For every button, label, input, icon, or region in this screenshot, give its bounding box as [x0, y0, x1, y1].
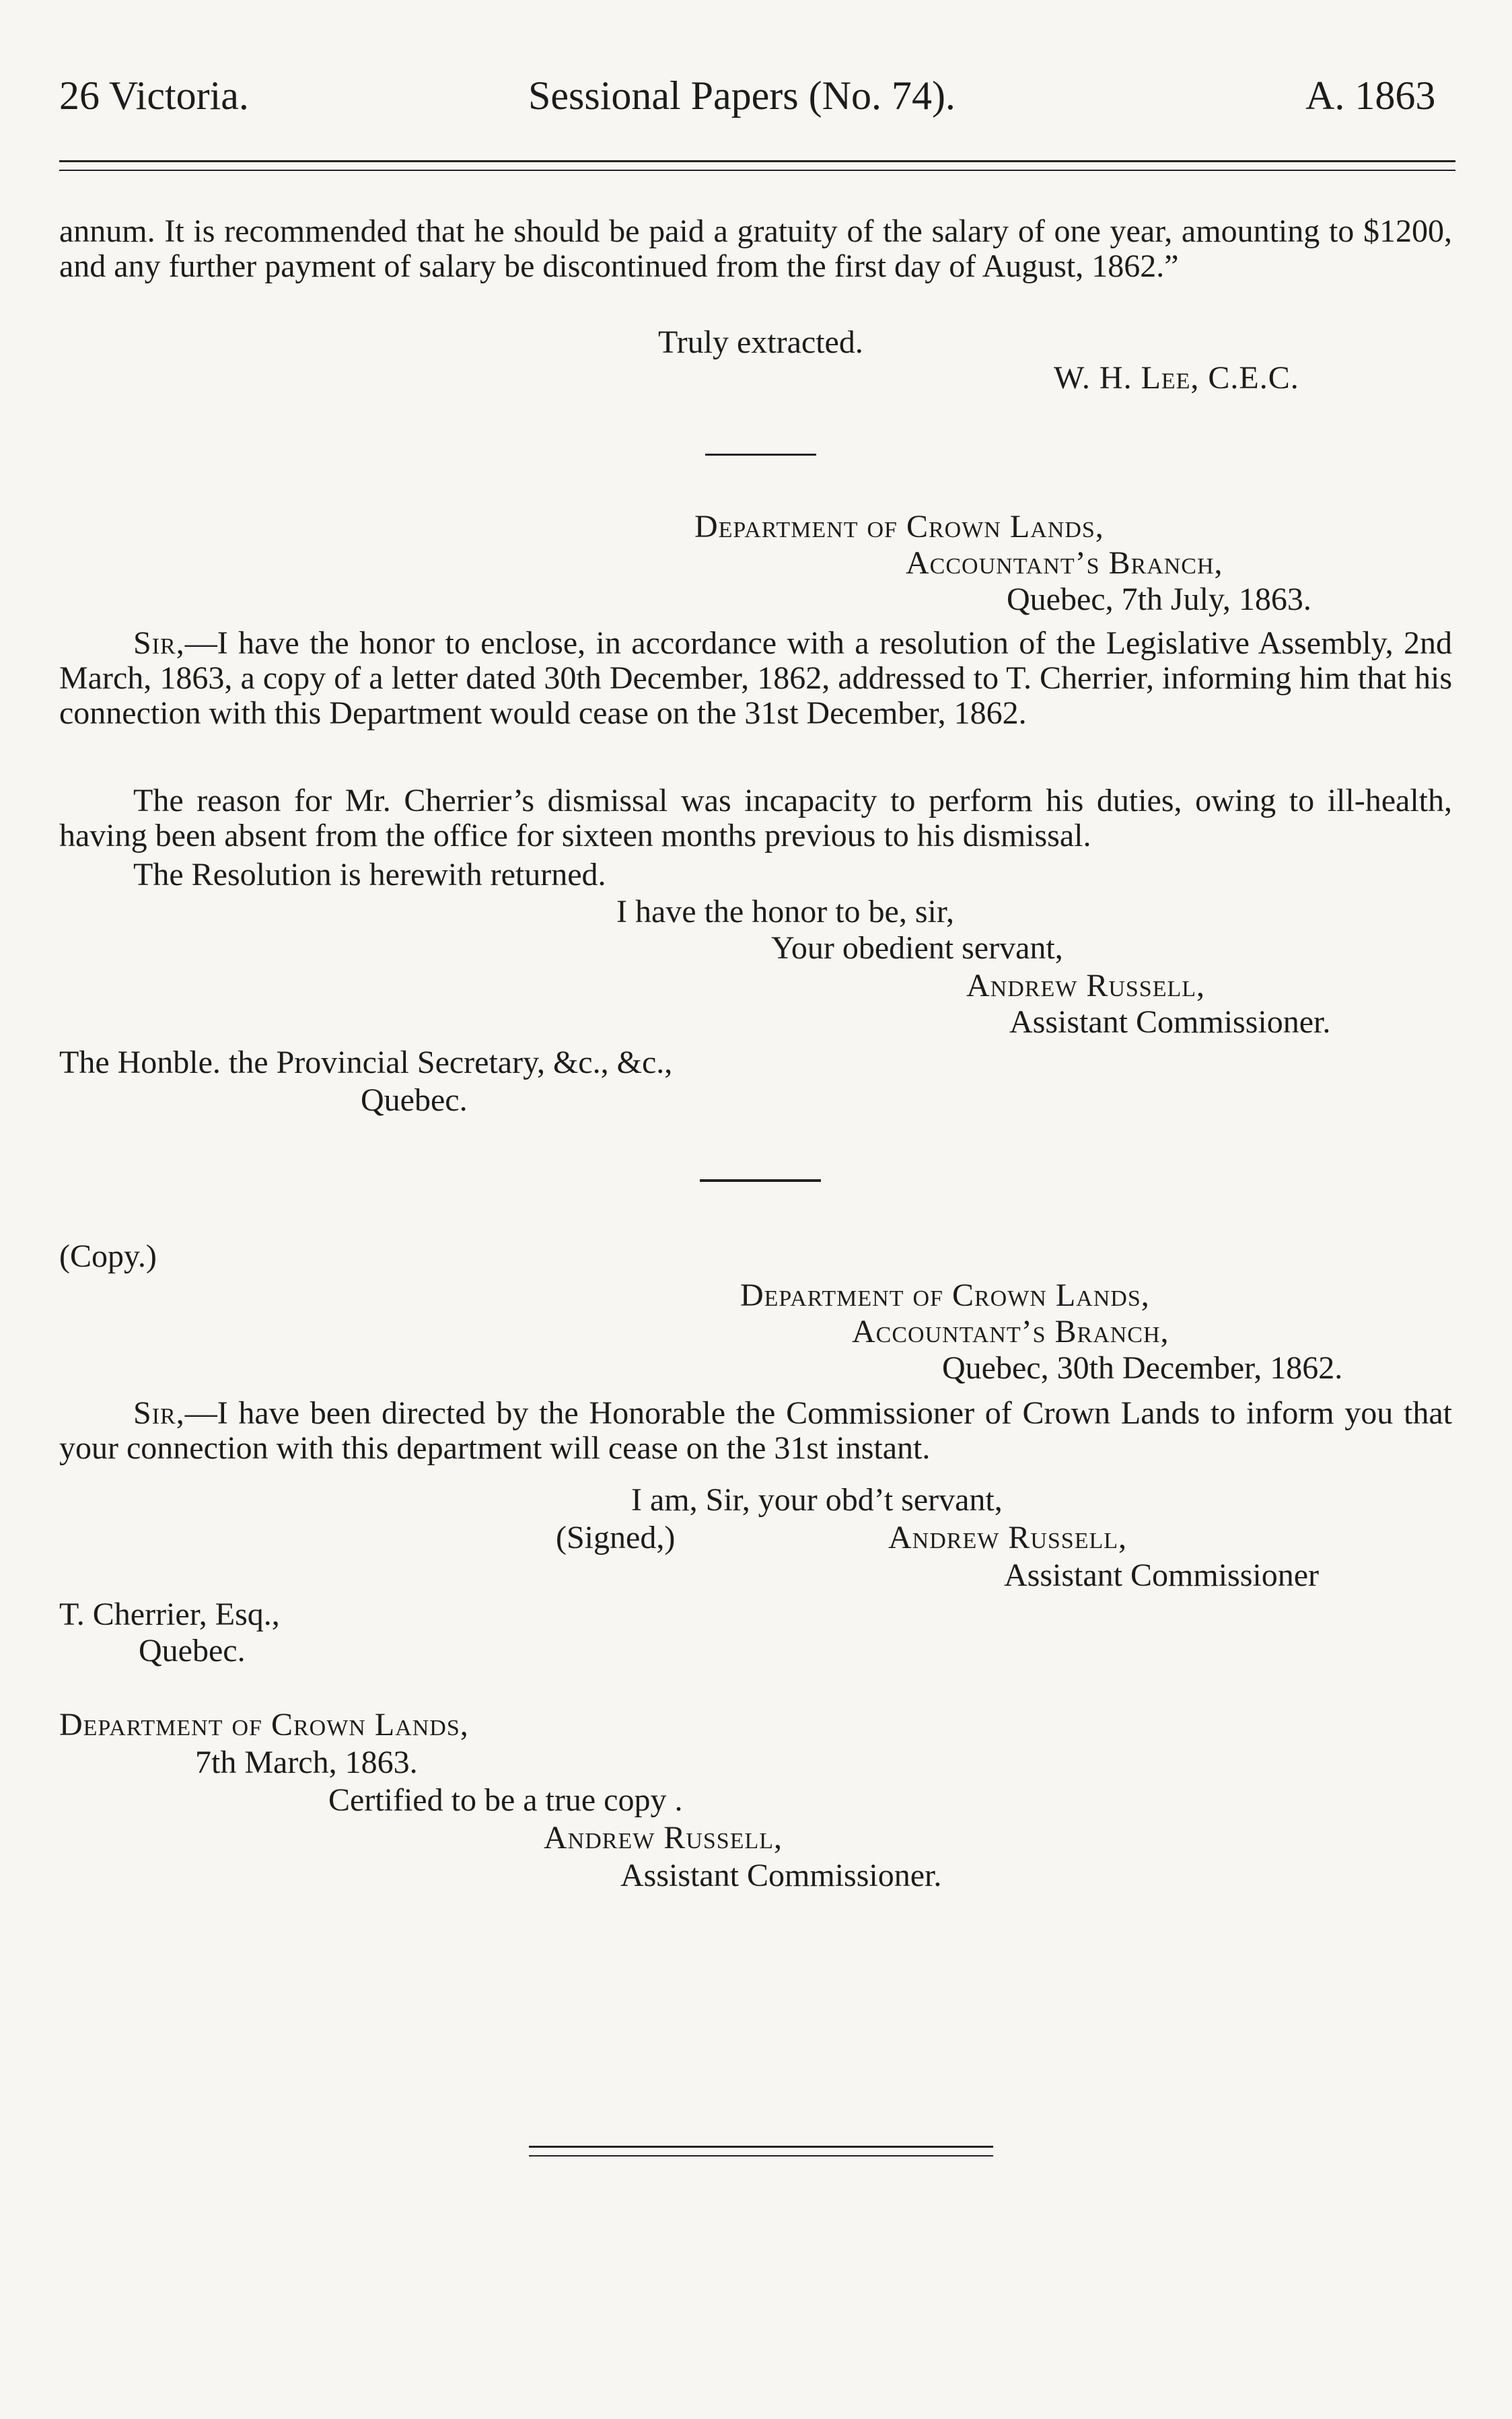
letter2-signer: Andrew Russell, — [888, 1520, 1128, 1555]
letter2-closing: I am, Sir, your obd’t servant, — [631, 1482, 1003, 1518]
letter1-addressee-city: Quebec. — [361, 1082, 468, 1118]
letter2-body-1: —I have been directed by the Honorable the Commissioner of Crown Lands to inform you that your connection with this department will cease on the 31st instant. — [59, 1395, 1452, 1466]
letter2-department: Department of Crown Lands, — [740, 1277, 1150, 1313]
truly-extracted: Truly extracted. — [658, 324, 863, 360]
certification-statement: Certified to be a true copy . — [328, 1782, 683, 1818]
letter1-salutation: Sir, — [133, 625, 185, 661]
letter1-closing-2: Your obedient servant, — [771, 930, 1063, 966]
certification-date: 7th March, 1863. — [195, 1745, 418, 1780]
letter1-addressee: The Honble. the Provincial Secretary, &c., &c., — [59, 1045, 673, 1080]
letter1-date: Quebec, 7th July, 1863. — [1007, 582, 1311, 617]
letter2-branch: Accountant’s Branch, — [852, 1314, 1169, 1349]
letter2-salutation: Sir, — [133, 1395, 185, 1431]
certification-signer: Andrew Russell, — [544, 1820, 783, 1856]
header-left: 26 Victoria. — [59, 73, 249, 118]
extract-signer: W. H. Lee, C.E.C. — [1054, 360, 1299, 396]
letter1-closing-1: I have the honor to be, sir, — [616, 894, 954, 930]
letter2-addressee: T. Cherrier, Esq., — [59, 1597, 280, 1632]
letter2-paragraph-1 — [59, 1396, 1452, 1466]
section-divider-1 — [705, 454, 816, 456]
letter2-date: Quebec, 30th December, 1862. — [942, 1350, 1343, 1386]
section-divider-2 — [700, 1179, 821, 1182]
letter1-signer-title: Assistant Commissioner. — [1009, 1004, 1331, 1040]
certification-department: Department of Crown Lands, — [59, 1707, 469, 1743]
letter1-body-1: —I have the honor to enclose, in accordance with a resolution of the Legislative Assembly, 2nd March, 1863, a copy of a letter dated 30th December, 1862, addressed to T. Cherrier, informing him that his connection with this Department would cease on the 31st December, 1862. — [59, 625, 1452, 731]
letter1-branch: Accountant’s Branch, — [906, 545, 1223, 581]
header-right: A. 1863 — [1305, 73, 1436, 118]
certification-signer-title: Assistant Commissioner. — [620, 1858, 942, 1893]
footer-rule-bottom — [529, 2155, 993, 2157]
header-center: Sessional Papers (No. 74). — [528, 73, 956, 118]
letter2-copy-label: (Copy.) — [59, 1238, 157, 1274]
letter2-signer-title: Assistant Commissioner — [1004, 1557, 1320, 1593]
extract-paragraph: annum. It is recommended that he should be paid a gratuity of the salary of one year, amounting to $1200, and any further payment of salary be discontinued from the first day of August, 1862.” — [59, 213, 1452, 284]
letter2-signed: (Signed,) — [556, 1520, 676, 1555]
header-rule-top — [59, 160, 1455, 162]
letter1-department: Department of Crown Lands, — [694, 509, 1104, 545]
header-rule-bottom — [59, 170, 1455, 171]
letter1-paragraph-1 — [59, 626, 1452, 731]
letter1-paragraph-2: The reason for Mr. Cherrier’s dismissal was incapacity to perform his duties, owing to ill-health, having been absent from the office for sixteen months previous to his dismissal. — [59, 783, 1452, 853]
footer-rule-top — [529, 2146, 993, 2148]
letter1-paragraph-3: The Resolution is herewith returned. — [133, 857, 606, 892]
letter1-signer: Andrew Russell, — [966, 968, 1206, 1004]
letter2-addressee-city: Quebec. — [139, 1633, 246, 1669]
